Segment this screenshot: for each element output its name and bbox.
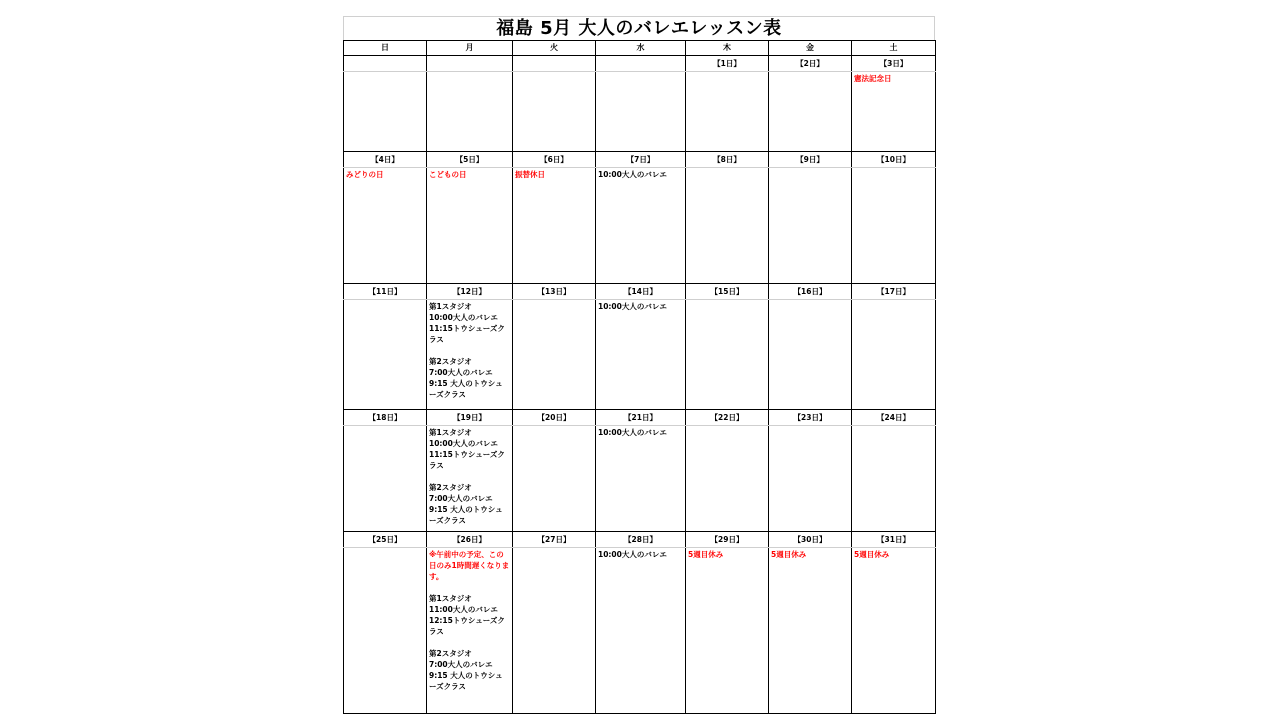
day-cell [513, 426, 596, 532]
date-row [344, 532, 936, 548]
date-cell [596, 56, 686, 72]
holiday-note: 憲法記念日 [854, 74, 892, 83]
day-cell [513, 168, 596, 284]
date-cell: 【1日】 [686, 56, 769, 72]
date-cell [513, 56, 596, 72]
date-cell: 【12日】 [427, 284, 513, 300]
lesson-text: 第1スタジオ 10:00大人のバレエ 11:15トウシューズクラス 第2スタジオ 7:00大人のバレエ 9:15 大人のトウシューズクラス [429, 428, 505, 525]
day-cell [427, 72, 513, 152]
date-cell: 【3日】 [852, 56, 936, 72]
date-cell: 【4日】 [344, 152, 427, 168]
day-cell [344, 72, 427, 152]
holiday-note: 5週目休み [854, 550, 890, 559]
day-cell [852, 300, 936, 410]
date-cell [344, 56, 427, 72]
date-cell: 【27日】 [513, 532, 596, 548]
day-cell [686, 72, 769, 152]
content-row [344, 72, 936, 152]
lesson-text: 10:00大人のバレエ [598, 550, 667, 559]
holiday-note: こどもの日 [429, 170, 467, 179]
day-cell [852, 548, 936, 714]
day-cell [769, 426, 852, 532]
content-row [344, 548, 936, 714]
day-cell [344, 300, 427, 410]
day-cell [513, 548, 596, 714]
date-cell: 【17日】 [852, 284, 936, 300]
date-cell: 【31日】 [852, 532, 936, 548]
date-cell: 【24日】 [852, 410, 936, 426]
weekday-sat: 土 [852, 41, 936, 56]
day-cell [427, 426, 513, 532]
day-cell [513, 72, 596, 152]
weekday-fri: 金 [769, 41, 852, 56]
date-cell: 【20日】 [513, 410, 596, 426]
date-row [344, 284, 936, 300]
content-row [344, 426, 936, 532]
date-cell: 【15日】 [686, 284, 769, 300]
content-row [344, 168, 936, 284]
day-cell [427, 548, 513, 714]
day-cell [769, 168, 852, 284]
day-cell [427, 300, 513, 410]
day-cell [344, 168, 427, 284]
lesson-text: 第1スタジオ 11:00大人のバレエ 12:15トウシューズクラス 第2スタジオ 7:00大人のバレエ 9:15 大人のトウシューズクラス [429, 594, 505, 691]
weekday-header-row [344, 41, 936, 56]
weekday-tue: 火 [513, 41, 596, 56]
date-cell: 【23日】 [769, 410, 852, 426]
lesson-text: 10:00大人のバレエ [598, 302, 667, 311]
day-cell [769, 300, 852, 410]
date-cell [427, 56, 513, 72]
holiday-note: みどりの日 [346, 170, 384, 179]
date-cell: 【28日】 [596, 532, 686, 548]
day-cell [596, 300, 686, 410]
day-cell [513, 300, 596, 410]
calendar-table [343, 40, 936, 714]
date-cell: 【26日】 [427, 532, 513, 548]
date-cell: 【19日】 [427, 410, 513, 426]
date-cell: 【13日】 [513, 284, 596, 300]
date-cell: 【21日】 [596, 410, 686, 426]
weekday-thu: 木 [686, 41, 769, 56]
day-cell [686, 300, 769, 410]
lesson-text: 10:00大人のバレエ [598, 428, 667, 437]
holiday-note: 5週目休み [688, 550, 724, 559]
calendar-body [344, 56, 936, 714]
day-cell [769, 72, 852, 152]
content-row [344, 300, 936, 410]
date-row [344, 152, 936, 168]
holiday-note: 振替休日 [515, 170, 545, 179]
day-cell [596, 72, 686, 152]
date-cell: 【14日】 [596, 284, 686, 300]
lesson-text: 第1スタジオ 10:00大人のバレエ 11:15トウシューズクラス 第2スタジオ 7:00大人のバレエ 9:15 大人のトウシューズクラス [429, 302, 505, 399]
holiday-note: 5週目休み [771, 550, 807, 559]
date-cell: 【11日】 [344, 284, 427, 300]
day-cell [852, 72, 936, 152]
date-cell: 【29日】 [686, 532, 769, 548]
weekday-mon: 月 [427, 41, 513, 56]
lesson-text: 10:00大人のバレエ [598, 170, 667, 179]
day-cell [852, 168, 936, 284]
day-cell [596, 426, 686, 532]
date-cell: 【9日】 [769, 152, 852, 168]
holiday-note: ※午前中の予定、この日のみ1時間遅くなります。 [429, 550, 510, 581]
weekday-wed: 水 [596, 41, 686, 56]
date-cell: 【18日】 [344, 410, 427, 426]
date-cell: 【22日】 [686, 410, 769, 426]
date-row [344, 410, 936, 426]
date-cell: 【5日】 [427, 152, 513, 168]
date-cell: 【10日】 [852, 152, 936, 168]
day-cell [769, 548, 852, 714]
day-cell [596, 168, 686, 284]
day-cell [686, 168, 769, 284]
day-cell [427, 168, 513, 284]
date-cell: 【25日】 [344, 532, 427, 548]
page-title: 福島 5月 大人のバレエレッスン表 [343, 16, 935, 40]
date-cell: 【30日】 [769, 532, 852, 548]
weekday-sun: 日 [344, 41, 427, 56]
day-cell [596, 548, 686, 714]
date-cell: 【8日】 [686, 152, 769, 168]
day-cell [686, 426, 769, 532]
day-cell [686, 548, 769, 714]
date-row [344, 56, 936, 72]
date-cell: 【16日】 [769, 284, 852, 300]
day-cell [344, 548, 427, 714]
date-cell: 【2日】 [769, 56, 852, 72]
schedule-sheet [343, 16, 935, 704]
date-cell: 【6日】 [513, 152, 596, 168]
date-cell: 【7日】 [596, 152, 686, 168]
day-cell [344, 426, 427, 532]
day-cell [852, 426, 936, 532]
